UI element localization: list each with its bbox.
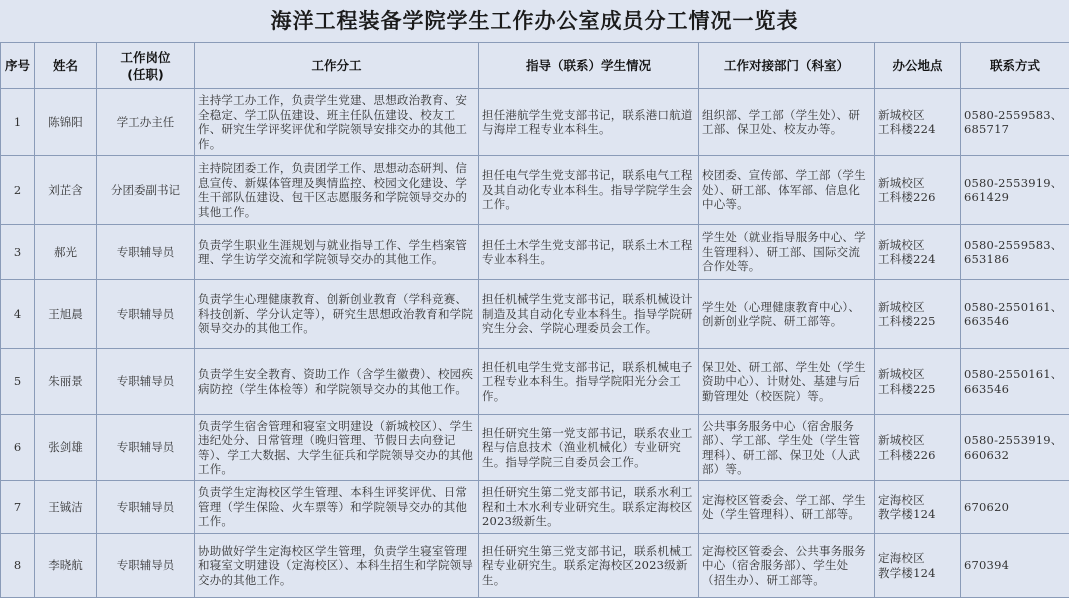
cell-guide: 担任电气学生党支部书记，联系电气工程及其自动化专业本科生。指导学院学生会工作。 (479, 156, 699, 225)
table-row (1, 481, 1069, 534)
cell-no: 2 (1, 156, 35, 225)
cell-no: 3 (1, 225, 35, 280)
cell-no: 6 (1, 415, 35, 481)
cell-name: 王旭晨 (35, 280, 97, 349)
cell-dept: 校团委、宣传部、学工部（学生处）、研工部、体军部、信息化中心等。 (699, 156, 875, 225)
cell-post: 分团委副书记 (97, 156, 195, 225)
cell-guide: 担任港航学生党支部书记，联系港口航道与海岸工程专业本科生。 (479, 89, 699, 156)
table-row (1, 349, 1069, 415)
table-row (1, 415, 1069, 481)
header-post: 工作岗位 (任职) (97, 43, 195, 89)
cell-duty: 负责学生定海校区学生管理、本科生评奖评优、日常管理（学生保险、火车票等）和学院领导交办的其他工作。 (195, 481, 479, 534)
cell-office: 新城校区 工科楼224 (875, 225, 961, 280)
cell-dept: 公共事务服务中心（宿舍服务部）、学工部、学生处（学生管理科）、研工部、保卫处（人武部）等。 (699, 415, 875, 481)
cell-contact: 0580-2550161、663546 (961, 349, 1069, 415)
cell-post: 专职辅导员 (97, 534, 195, 598)
cell-post: 专职辅导员 (97, 225, 195, 280)
cell-dept: 组织部、学工部（学生处）、研工部、保卫处、校友办等。 (699, 89, 875, 156)
cell-guide: 担任机械学生党支部书记，联系机械设计制造及其自动化专业本科生。指导学院研究生分会、学院心理委员会工作。 (479, 280, 699, 349)
cell-name: 王铖洁 (35, 481, 97, 534)
cell-post: 学工办主任 (97, 89, 195, 156)
cell-office: 新城校区 工科楼226 (875, 156, 961, 225)
table-row (1, 156, 1069, 225)
header-duty: 工作分工 (195, 43, 479, 89)
cell-office: 定海校区 教学楼124 (875, 481, 961, 534)
cell-duty: 负责学生心理健康教育、创新创业教育（学科竞赛、科技创新、学分认定等），研究生思想政治教育和学院领导交办的其他工作。 (195, 280, 479, 349)
cell-no: 7 (1, 481, 35, 534)
cell-post: 专职辅导员 (97, 349, 195, 415)
cell-post: 专职辅导员 (97, 280, 195, 349)
cell-duty: 主持学工办工作，负责学生党建、思想政治教育、安全稳定、学工队伍建设、班主任队伍建设、校友工作、研究生学评奖评优和学院领导安排交办的其他工作。 (195, 89, 479, 156)
cell-duty: 负责学生职业生涯规划与就业指导工作、学生档案管理、学生访学交流和学院领导交办的其他工作。 (195, 225, 479, 280)
cell-dept: 定海校区管委会、学工部、学生处（学生管理科）、研工部等。 (699, 481, 875, 534)
cell-post: 专职辅导员 (97, 481, 195, 534)
cell-dept: 学生处（心理健康教育中心）、创新创业学院、研工部等。 (699, 280, 875, 349)
cell-contact: 0580-2559583、685717 (961, 89, 1069, 156)
cell-name: 朱丽景 (35, 349, 97, 415)
cell-dept: 定海校区管委会、公共事务服务中心（宿舍服务部）、学生处（招生办）、研工部等。 (699, 534, 875, 598)
cell-name: 李晓航 (35, 534, 97, 598)
table-row (1, 280, 1069, 349)
cell-dept: 保卫处、研工部、学生处（学生资助中心）、计财处、基建与后勤管理处（校医院）等。 (699, 349, 875, 415)
cell-office: 新城校区 工科楼226 (875, 415, 961, 481)
table-row (1, 534, 1069, 598)
cell-contact: 0580-2553919、661429 (961, 156, 1069, 225)
cell-name: 刘芷含 (35, 156, 97, 225)
cell-guide: 担任研究生第三党支部书记，联系机械工程专业研究生。联系定海校区2023级新生。 (479, 534, 699, 598)
header-row (1, 43, 1069, 89)
cell-duty: 负责学生宿舍管理和寝室文明建设（新城校区）、学生违纪处分、日常管理（晚归管理、节假日去向登记等）、学工大数据、大学生征兵和学院领导交办的其他工作。 (195, 415, 479, 481)
cell-office: 新城校区 工科楼225 (875, 280, 961, 349)
cell-office: 新城校区 工科楼225 (875, 349, 961, 415)
cell-post: 专职辅导员 (97, 415, 195, 481)
cell-guide: 担任机电学生党支部书记，联系机械电子工程专业本科生。指导学院阳光分会工作。 (479, 349, 699, 415)
cell-guide: 担任研究生第二党支部书记，联系水利工程和土木水利专业研究生。联系定海校区2023级新生。 (479, 481, 699, 534)
header-no: 序号 (1, 43, 35, 89)
header-office: 办公地点 (875, 43, 961, 89)
cell-duty: 主持院团委工作，负责团学工作、思想动态研判、信息宣传、新媒体管理及舆情监控、校园文化建设、学生干部队伍建设、包干区志愿服务和学院领导交办的其他工作。 (195, 156, 479, 225)
cell-contact: 0580-2550161、663546 (961, 280, 1069, 349)
cell-no: 1 (1, 89, 35, 156)
cell-duty: 负责学生安全教育、资助工作（含学生徽费）、校园疾病防控（学生体检等）和学院领导交办的其他工作。 (195, 349, 479, 415)
table-row (1, 89, 1069, 156)
header-dept: 工作对接部门（科室） (699, 43, 875, 89)
cell-guide: 担任研究生第一党支部书记，联系农业工程与信息技术（渔业机械化）专业研究生。指导学院三自委员会工作。 (479, 415, 699, 481)
cell-name: 郝光 (35, 225, 97, 280)
cell-name: 陈锦阳 (35, 89, 97, 156)
table-row (1, 225, 1069, 280)
header-guide: 指导（联系）学生情况 (479, 43, 699, 89)
cell-office: 定海校区 教学楼124 (875, 534, 961, 598)
cell-no: 8 (1, 534, 35, 598)
cell-no: 5 (1, 349, 35, 415)
cell-guide: 担任土木学生党支部书记，联系土木工程专业本科生。 (479, 225, 699, 280)
page-title: 海洋工程装备学院学生工作办公室成员分工情况一览表 (0, 0, 1069, 42)
cell-contact: 0580-2559583、653186 (961, 225, 1069, 280)
cell-no: 4 (1, 280, 35, 349)
cell-contact: 670394 (961, 534, 1069, 598)
cell-name: 张剑雄 (35, 415, 97, 481)
cell-contact: 670620 (961, 481, 1069, 534)
cell-office: 新城校区 工科楼224 (875, 89, 961, 156)
header-contact: 联系方式 (961, 43, 1069, 89)
cell-dept: 学生处（就业指导服务中心、学生管理科）、研工部、国际交流合作处等。 (699, 225, 875, 280)
staff-table (0, 42, 1069, 598)
header-name: 姓名 (35, 43, 97, 89)
cell-contact: 0580-2553919、660632 (961, 415, 1069, 481)
cell-duty: 协助做好学生定海校区学生管理，负责学生寝室管理和寝室文明建设（定海校区）、本科生招生和学院领导交办的其他工作。 (195, 534, 479, 598)
